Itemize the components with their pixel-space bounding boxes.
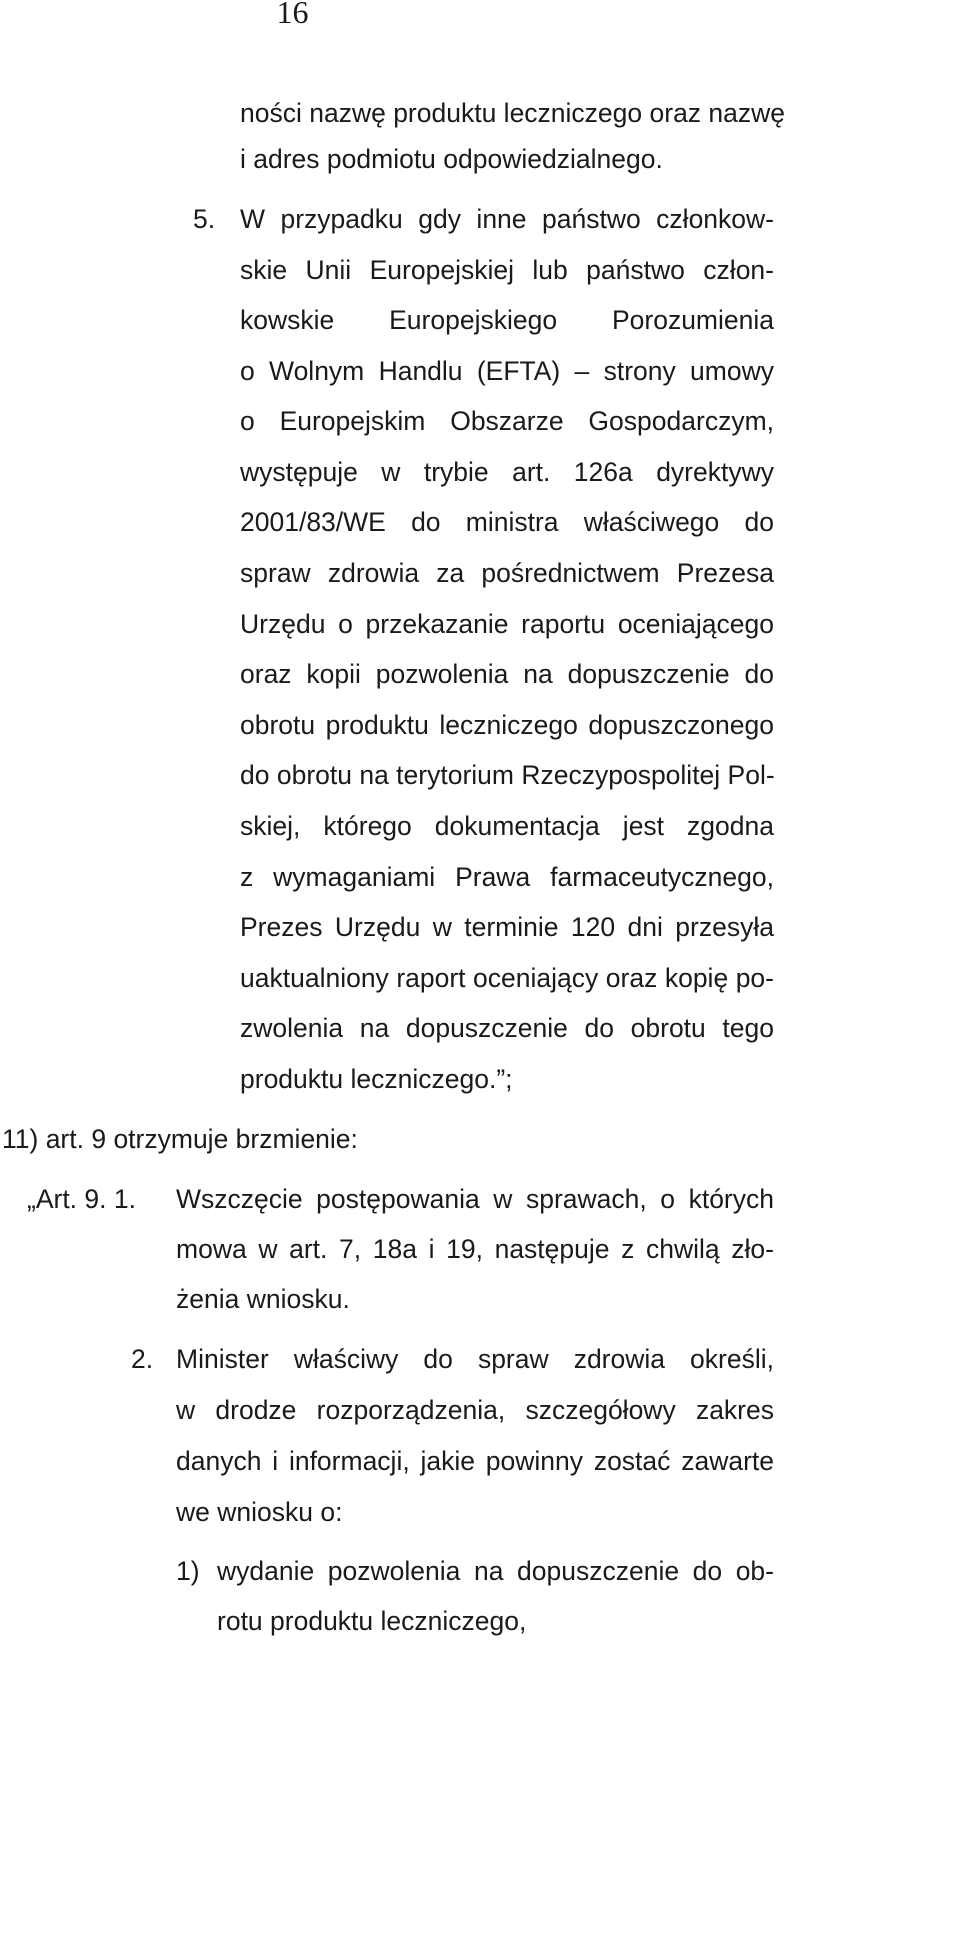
text-line: oraz kopii pozwolenia na dopuszczenie do xyxy=(240,659,774,689)
text-line: produktu leczniczego.”; xyxy=(240,1064,513,1094)
text-line: występuje w trybie art. 126a dyrektywy xyxy=(240,457,774,487)
text-line: 2001/83/WE do ministra właściwego do xyxy=(240,507,774,537)
article-heading: „Art. 9. 1. xyxy=(27,1184,136,1214)
text-line: do obrotu na terytorium Rzeczypospolitej Pol- xyxy=(240,760,775,790)
text-line: z wymaganiami Prawa farmaceutycznego, xyxy=(240,862,774,892)
text-line: mowa w art. 7, 18a i 19, następuje z chwilą zło- xyxy=(176,1234,774,1264)
text-line: skie Unii Europejskiej lub państwo człon- xyxy=(240,255,774,285)
page-number: 16 xyxy=(276,0,309,30)
text-line: Wszczęcie postępowania w sprawach, o których xyxy=(176,1184,774,1214)
text-line: uaktualniony raport oceniający oraz kopię po- xyxy=(240,963,774,993)
text-line: zwolenia na dopuszczenie do obrotu tego xyxy=(240,1013,774,1043)
text-line: obrotu produktu leczniczego dopuszczonego xyxy=(240,710,774,740)
text-line: w drodze rozporządzenia, szczegółowy zakres xyxy=(176,1395,774,1425)
amendment-point-11: 11) art. 9 otrzymuje brzmienie: xyxy=(2,1124,358,1154)
text-line: Urzędu o przekazanie raportu oceniającego xyxy=(240,609,774,639)
text-line: spraw zdrowia za pośrednictwem Prezesa xyxy=(240,558,774,588)
text-line: skiej, którego dokumentacja jest zgodna xyxy=(240,811,774,841)
text-line: o Europejskim Obszarze Gospodarczym, xyxy=(240,406,774,436)
text-line: żenia wniosku. xyxy=(176,1284,350,1314)
text-line: we wniosku o: xyxy=(176,1497,343,1527)
text-line: wydanie pozwolenia na dopuszczenie do ob- xyxy=(217,1556,774,1586)
text-line: o Wolnym Handlu (EFTA) – strony umowy xyxy=(240,356,774,386)
text-line: kowskie Europejskiego Porozumienia xyxy=(240,305,774,335)
text-line: i adres podmiotu odpowiedzialnego. xyxy=(240,144,663,174)
text-line: Minister właściwy do spraw zdrowia określi, xyxy=(176,1344,774,1374)
item-number: 5. xyxy=(193,204,216,234)
text-line: rotu produktu leczniczego, xyxy=(217,1606,527,1636)
text-line: Prezes Urzędu w terminie 120 dni przesyła xyxy=(240,912,774,942)
text-line: ności nazwę produktu leczniczego oraz nazwę xyxy=(240,98,786,128)
paragraph-number: 2. xyxy=(131,1344,154,1374)
list-number: 1) xyxy=(176,1556,200,1586)
text-line: W przypadku gdy inne państwo członkow- xyxy=(240,204,774,234)
text-line: danych i informacji, jakie powinny zostać zawarte xyxy=(176,1446,774,1476)
